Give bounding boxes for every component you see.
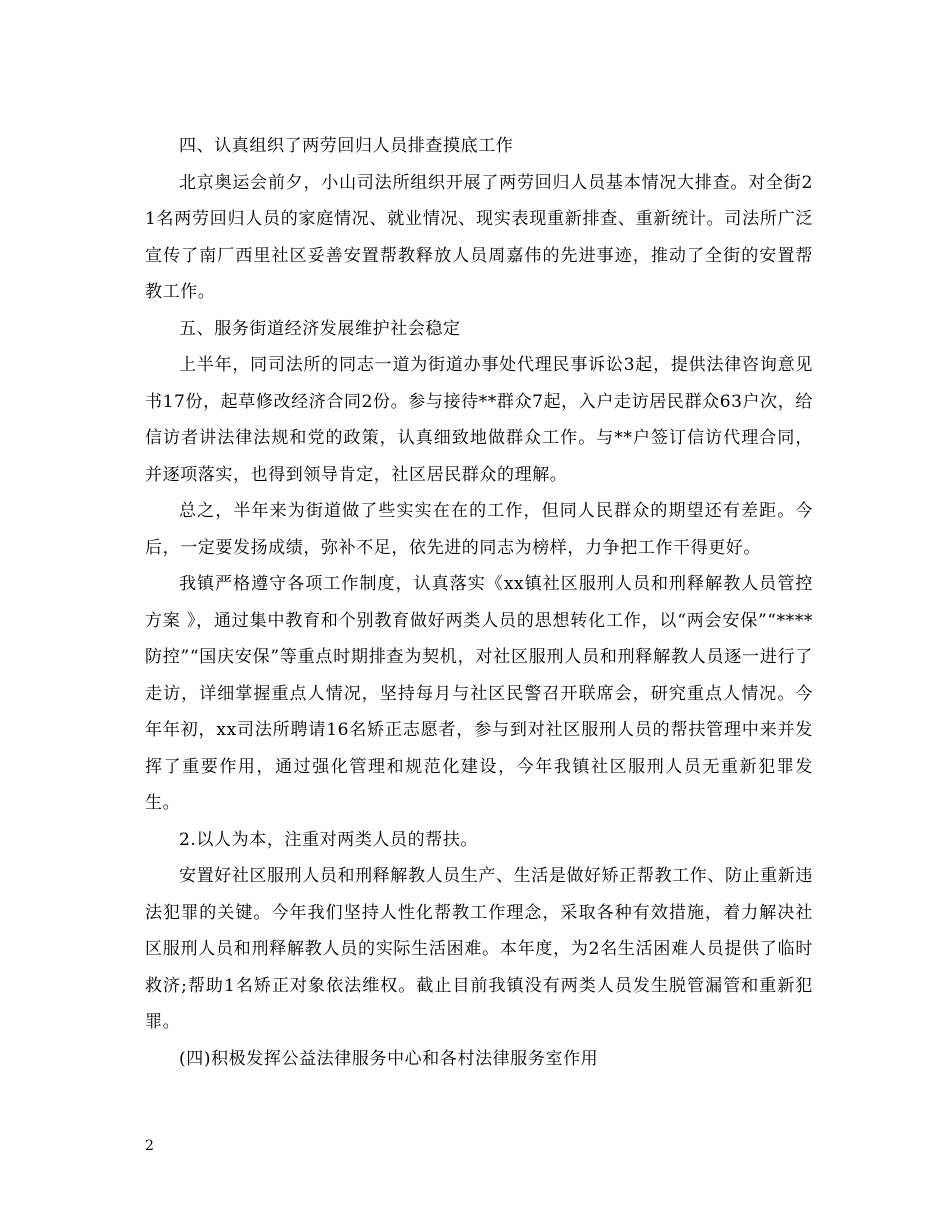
paragraph-olympics-review: 北京奥运会前夕，小山司法所组织开展了两劳回归人员基本情况大排查。对全街21名两劳回归人员的家庭情况、就业情况、现实表现重新排查、重新统计。司法所广泛宣传了南厂西里社区妥善安置帮教释放人员周嘉伟的先进事迹，推动了全街的安置帮教工作。 — [145, 172, 813, 302]
section-heading-four: 四、认真组织了两劳回归人员排查摸底工作 — [179, 136, 514, 156]
section-heading-five: 五、服务街道经济发展维护社会稳定 — [179, 318, 461, 339]
paragraph-legal-services: 上半年，同司法所的同志一道为街道办事处代理民事诉讼3起，提供法律咨询意见书17份，起草修改经济合同2份。参与接待**群众7起，入户走访居民群众63户次，给信访者讲法律法规和党的政策，认真细致地做群众工作。与**户签订信访代理合同，并逐项落实，也得到领导肯定，社区居民群众的理解。 — [145, 355, 813, 485]
subheading-legal-service-center: (四)积极发挥公益法律服务中心和各村法律服务室作用 — [179, 1048, 599, 1069]
page-number: 2 — [145, 1138, 154, 1154]
paragraph-summary: 总之，半年来为街道做了些实实在在的工作，但同人民群众的期望还有差距。今后，一定要发扬成绩，弥补不足，依先进的同志为榜样，力争把工作干得更好。 — [145, 501, 813, 558]
document-body — [145, 128, 813, 1077]
paragraph-assistance: 安置好社区服刑人员和刑释解教人员生产、生活是做好矫正帮教工作、防止重新违法犯罪的关键。今年我们坚持人性化帮教工作理念，采取各种有效措施，着力解决社区服刑人员和刑释解教人员的实际生活困难。本年度，为2名生活困难人员提供了临时救济;帮助1名矫正对象依法维权。截止目前我镇没有两类人员发生脱管漏管和重新犯罪。 — [145, 866, 813, 1032]
subheading-people-oriented: 2.以人为本，注重对两类人员的帮扶。 — [179, 829, 479, 850]
paragraph-management-system: 我镇严格遵守各项工作制度，认真落实《xx镇社区服刑人员和刑释解教人员管控方案 》，通过集中教育和个别教育做好两类人员的思想转化工作，以“两会安保”“****防控”“国庆安保”等重点时期排查为契机，对社区服刑人员和刑释解教人员逐一进行了走访，详细掌握重点人情况，坚持每月与社区民警召开联席会，研究重点人情况。今年年初，xx司法所聘请16名矫正志愿者，参与到对社区服刑人员的帮扶管理中来并发挥了重要作用，通过强化管理和规范化建设，今年我镇社区服刑人员无重新犯罪发生。 — [145, 574, 813, 813]
